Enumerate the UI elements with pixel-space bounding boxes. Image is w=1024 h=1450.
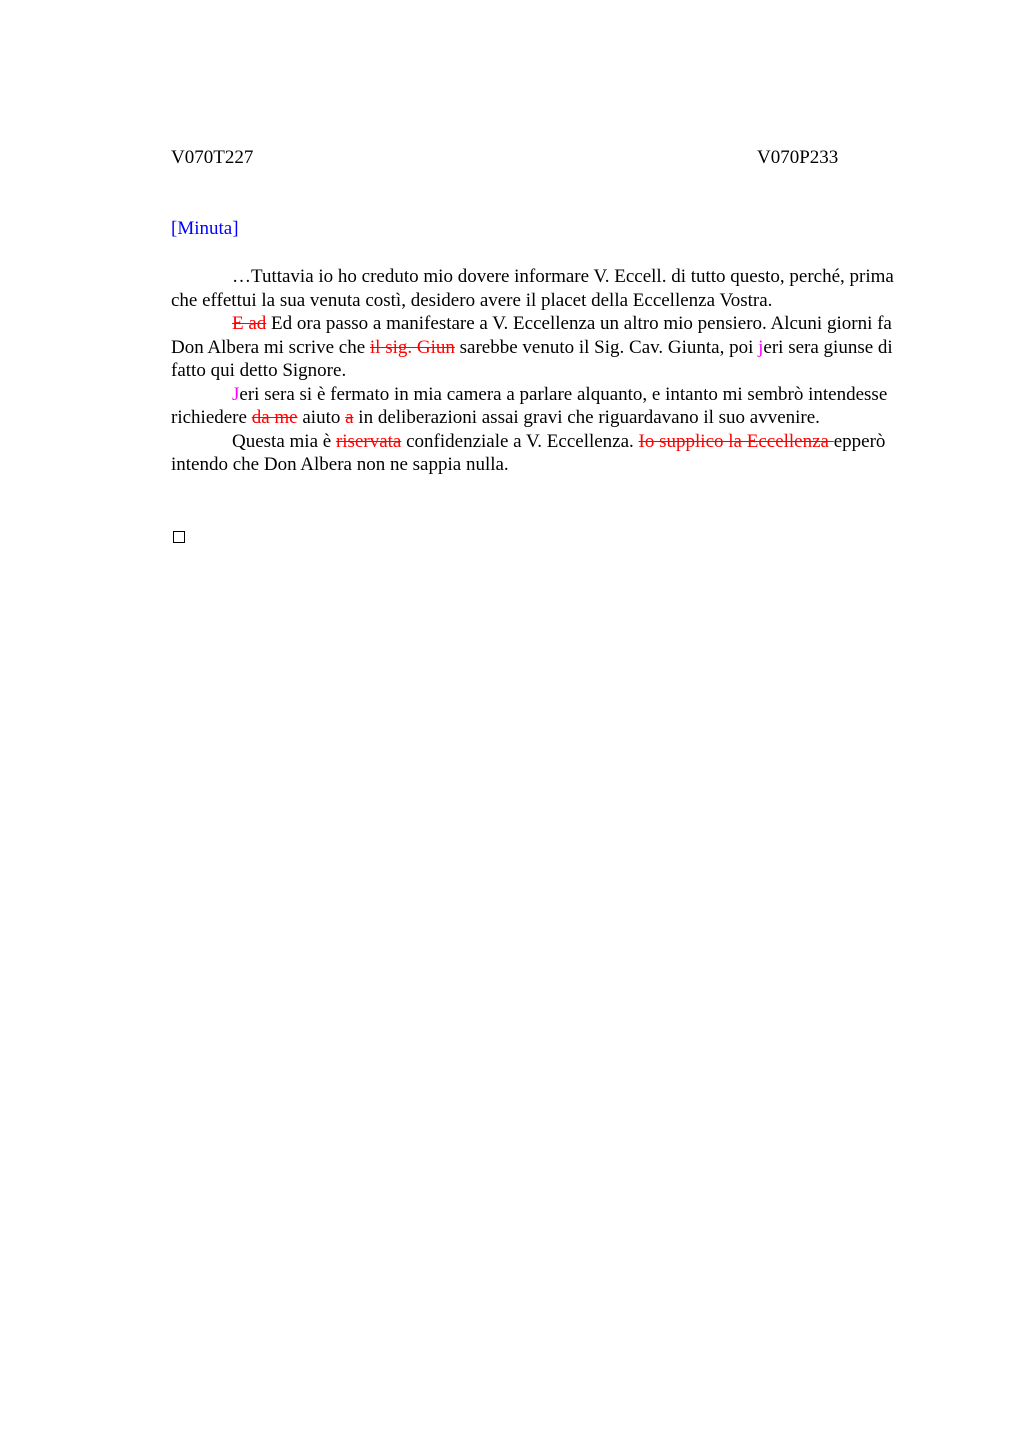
inserted-text: J (232, 383, 240, 405)
deleted-text: riservata (335, 430, 402, 452)
deleted-text: Io supplico la Eccellenza (638, 430, 834, 452)
paragraph-2 (171, 312, 919, 383)
minuta-label: [Minuta] (171, 218, 239, 239)
paragraph-3 (171, 383, 919, 430)
paragraph-4-text-2: confidenziale a V. Eccellenza. (401, 430, 639, 452)
paragraph-2-text-3: eri sera giunse di fatto qui detto Signore. (171, 336, 893, 381)
letter-body (171, 265, 919, 477)
paragraph-3-text-3: in deliberazioni assai gravi che riguardavano il suo avvenire. (353, 407, 820, 428)
paragraph-3-text-1: eri sera si è fermato in mia camera a parlare alquanto, e intanto mi sembrò intendesse richiedere (171, 383, 888, 428)
deleted-text: da me (251, 407, 298, 428)
paragraph-3-text-2: aiuto (297, 407, 346, 428)
document-code-right: V070P233 (757, 147, 839, 168)
paragraph-1-text: …Tuttavia io ho creduto mio dovere informare V. Eccell. di tutto questo, perché, prima che effettui la sua venuta costì, desidero avere il placet della Eccellenza Vostra. (171, 266, 894, 311)
deleted-text: a (345, 407, 354, 428)
paragraph-1 (171, 265, 919, 312)
inserted-text: j (758, 336, 764, 358)
deleted-text: il sig. Giun (369, 336, 455, 358)
paragraph-2-text-2: sarebbe venuto il Sig. Cav. Giunta, poi (454, 336, 759, 358)
paragraph-4-text-3: epperò intendo che Don Albera non ne sappia nulla. (171, 430, 886, 475)
paragraph-4-text-1: Questa mia è (232, 430, 336, 452)
empty-square-icon (173, 531, 185, 543)
paragraph-4 (171, 430, 919, 477)
document-code-left: V070T227 (171, 147, 254, 168)
paragraph-2-text-1: Ed ora passo a manifestare a V. Eccellenza un altro mio pensiero. Alcuni giorni fa Don Albera mi scrive che (171, 313, 892, 358)
deleted-text: E ad (232, 313, 267, 334)
